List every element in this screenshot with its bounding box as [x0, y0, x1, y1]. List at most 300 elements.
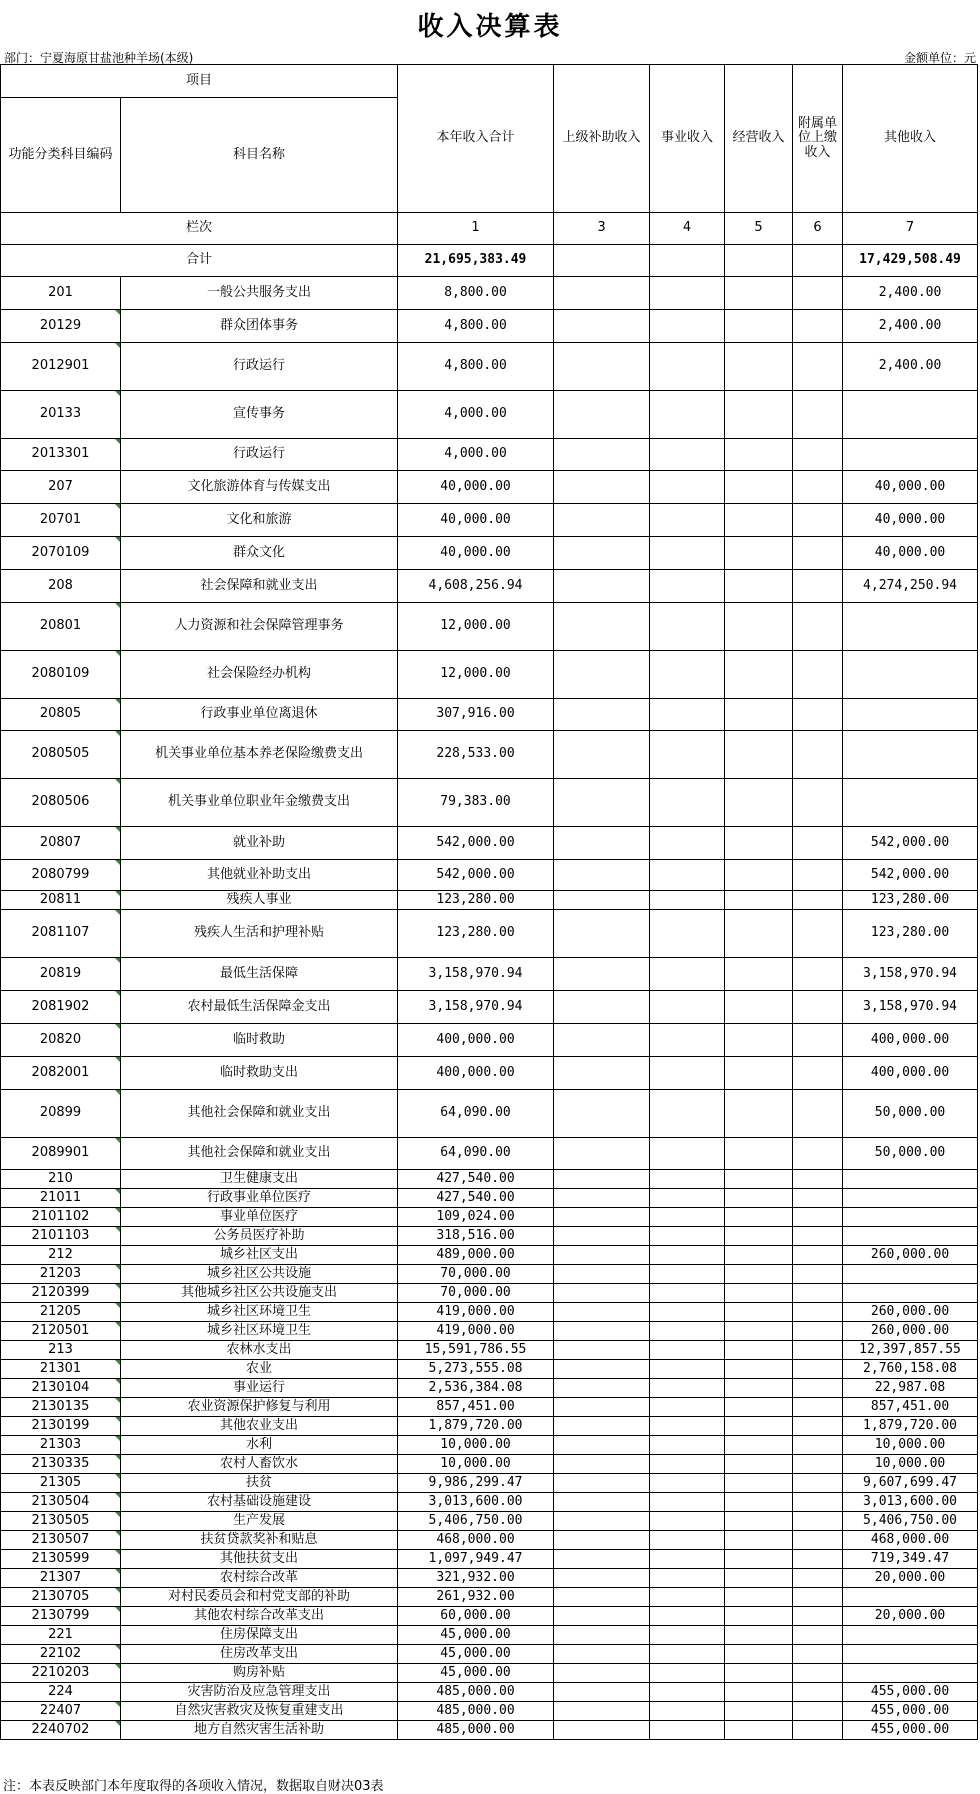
column-number-label: 栏次	[1, 213, 398, 245]
name-cell: 农村最低生活保障金支出	[121, 991, 398, 1024]
affiliated-cell	[793, 891, 843, 910]
business-cell	[650, 1588, 725, 1607]
affiliated-cell	[793, 1607, 843, 1626]
other-amount-cell: 123,280.00	[843, 910, 978, 958]
affiliated-cell	[793, 1683, 843, 1702]
name-cell: 城乡社区环境卫生	[121, 1322, 398, 1341]
other-amount-cell	[843, 699, 978, 731]
code-cell: 2101102	[1, 1208, 121, 1227]
code-cell: 21203	[1, 1265, 121, 1284]
name-cell: 生产发展	[121, 1512, 398, 1531]
code-cell: 2130335	[1, 1455, 121, 1474]
total-amount-cell: 419,000.00	[398, 1322, 554, 1341]
operation-cell	[725, 1512, 793, 1531]
subsidy-cell	[554, 1664, 650, 1683]
operation-cell	[725, 1057, 793, 1090]
subsidy-cell	[554, 1455, 650, 1474]
column-number: 1	[398, 213, 554, 245]
other-amount-cell	[843, 439, 978, 471]
name-cell: 社会保险经办机构	[121, 651, 398, 699]
operation-cell	[725, 277, 793, 310]
affiliated-cell	[793, 1208, 843, 1227]
total-amount-cell: 8,800.00	[398, 277, 554, 310]
name-cell: 残疾人生活和护理补贴	[121, 910, 398, 958]
subsidy-cell	[554, 277, 650, 310]
other-amount-cell: 3,158,970.94	[843, 958, 978, 991]
empty-cell	[725, 245, 793, 277]
total-amount-cell: 427,540.00	[398, 1170, 554, 1189]
operation-cell	[725, 1588, 793, 1607]
code-cell: 213	[1, 1341, 121, 1360]
total-amount-cell: 318,516.00	[398, 1227, 554, 1246]
affiliated-cell	[793, 1493, 843, 1512]
code-cell: 207	[1, 471, 121, 504]
total-amount-cell: 123,280.00	[398, 910, 554, 958]
total-amount-cell: 485,000.00	[398, 1702, 554, 1721]
affiliated-cell	[793, 1550, 843, 1569]
other-amount-cell: 719,349.47	[843, 1550, 978, 1569]
page-title: 收入决算表	[417, 12, 563, 42]
other-amount-cell	[843, 731, 978, 779]
operation-cell	[725, 1550, 793, 1569]
operation-cell	[725, 651, 793, 699]
affiliated-cell	[793, 1588, 843, 1607]
code-cell: 20820	[1, 1024, 121, 1057]
operation-cell	[725, 310, 793, 343]
total-amount-cell: 40,000.00	[398, 537, 554, 570]
other-amount-cell	[843, 603, 978, 651]
name-cell: 农村基础设施建设	[121, 1493, 398, 1512]
name-cell: 群众文化	[121, 537, 398, 570]
total-other-amount: 17,429,508.49	[843, 245, 978, 277]
name-cell: 机关事业单位职业年金缴费支出	[121, 779, 398, 827]
other-amount-cell: 10,000.00	[843, 1455, 978, 1474]
operation-cell	[725, 1607, 793, 1626]
total-amount-cell: 542,000.00	[398, 860, 554, 891]
subsidy-cell	[554, 1550, 650, 1569]
name-cell: 群众团体事务	[121, 310, 398, 343]
operation-cell	[725, 1702, 793, 1721]
affiliated-cell	[793, 504, 843, 537]
affiliated-cell	[793, 471, 843, 504]
business-cell	[650, 471, 725, 504]
business-cell	[650, 699, 725, 731]
subsidy-cell	[554, 1208, 650, 1227]
code-cell: 21303	[1, 1436, 121, 1455]
table-row	[1, 1436, 978, 1455]
code-cell: 2080109	[1, 651, 121, 699]
operation-cell	[725, 1493, 793, 1512]
name-cell: 其他城乡社区公共设施支出	[121, 1284, 398, 1303]
code-cell: 20129	[1, 310, 121, 343]
table-row	[1, 471, 978, 504]
other-amount-cell: 3,013,600.00	[843, 1493, 978, 1512]
code-cell: 20701	[1, 504, 121, 537]
column-number: 7	[843, 213, 978, 245]
table-row	[1, 1170, 978, 1189]
business-cell	[650, 1246, 725, 1265]
other-amount-cell: 40,000.00	[843, 504, 978, 537]
table-row	[1, 991, 978, 1024]
name-cell: 自然灾害救灾及恢复重建支出	[121, 1702, 398, 1721]
code-cell: 2240702	[1, 1721, 121, 1740]
other-amount-cell: 455,000.00	[843, 1683, 978, 1702]
total-amount-cell: 15,591,786.55	[398, 1341, 554, 1360]
subsidy-cell	[554, 343, 650, 391]
total-amount-cell: 40,000.00	[398, 471, 554, 504]
affiliated-cell	[793, 731, 843, 779]
operation-cell	[725, 537, 793, 570]
total-amount-cell: 228,533.00	[398, 731, 554, 779]
other-amount-cell	[843, 1208, 978, 1227]
operation-cell	[725, 471, 793, 504]
name-cell: 其他社会保障和就业支出	[121, 1138, 398, 1170]
total-amount-cell: 307,916.00	[398, 699, 554, 731]
business-cell	[650, 910, 725, 958]
subsidy-cell	[554, 603, 650, 651]
name-cell: 行政事业单位医疗	[121, 1189, 398, 1208]
operation-cell	[725, 1189, 793, 1208]
code-cell: 2130505	[1, 1512, 121, 1531]
column-number: 6	[793, 213, 843, 245]
business-cell	[650, 1057, 725, 1090]
total-amount-cell: 123,280.00	[398, 891, 554, 910]
name-cell: 宣传事务	[121, 391, 398, 439]
business-cell	[650, 1208, 725, 1227]
name-cell: 一般公共服务支出	[121, 277, 398, 310]
operation-cell	[725, 1683, 793, 1702]
operation-cell	[725, 1531, 793, 1550]
subsidy-cell	[554, 391, 650, 439]
business-cell	[650, 310, 725, 343]
code-cell: 2080799	[1, 860, 121, 891]
table-row	[1, 1607, 978, 1626]
code-cell: 212	[1, 1246, 121, 1265]
total-amount-cell: 45,000.00	[398, 1645, 554, 1664]
total-amount-cell: 4,000.00	[398, 439, 554, 471]
total-amount-cell: 857,451.00	[398, 1398, 554, 1417]
other-amount-cell: 260,000.00	[843, 1246, 978, 1265]
operation-cell	[725, 1170, 793, 1189]
subsidy-cell	[554, 537, 650, 570]
other-amount-cell: 400,000.00	[843, 1057, 978, 1090]
code-cell: 210	[1, 1170, 121, 1189]
subsidy-cell	[554, 827, 650, 860]
total-amount-cell: 70,000.00	[398, 1265, 554, 1284]
subsidy-cell	[554, 699, 650, 731]
code-cell: 22407	[1, 1702, 121, 1721]
operation-cell	[725, 860, 793, 891]
empty-cell	[793, 245, 843, 277]
column-number: 5	[725, 213, 793, 245]
business-cell	[650, 1645, 725, 1664]
total-amount-cell: 60,000.00	[398, 1607, 554, 1626]
subsidy-cell	[554, 1246, 650, 1265]
subsidy-cell	[554, 1090, 650, 1138]
business-cell	[650, 391, 725, 439]
code-cell: 20899	[1, 1090, 121, 1138]
business-cell	[650, 1550, 725, 1569]
affiliated-cell	[793, 439, 843, 471]
affiliated-cell	[793, 1379, 843, 1398]
business-cell	[650, 731, 725, 779]
business-cell	[650, 1138, 725, 1170]
code-cell: 20133	[1, 391, 121, 439]
business-cell	[650, 1379, 725, 1398]
operation-cell	[725, 910, 793, 958]
total-amount-cell: 64,090.00	[398, 1090, 554, 1138]
code-cell: 2120399	[1, 1284, 121, 1303]
affiliated-cell	[793, 1057, 843, 1090]
other-amount-cell: 123,280.00	[843, 891, 978, 910]
code-cell: 2080505	[1, 731, 121, 779]
business-cell	[650, 1455, 725, 1474]
subsidy-cell	[554, 731, 650, 779]
affiliated-cell	[793, 1227, 843, 1246]
operation-header: 经营收入	[725, 65, 793, 213]
other-amount-cell: 260,000.00	[843, 1322, 978, 1341]
table-row	[1, 651, 978, 699]
other-amount-cell	[843, 391, 978, 439]
name-cell: 地方自然灾害生活补助	[121, 1721, 398, 1740]
affiliated-cell	[793, 1455, 843, 1474]
subsidy-cell	[554, 471, 650, 504]
other-amount-cell: 22,987.08	[843, 1379, 978, 1398]
other-amount-cell: 10,000.00	[843, 1436, 978, 1455]
total-amount-cell: 4,800.00	[398, 310, 554, 343]
operation-cell	[725, 1246, 793, 1265]
name-cell: 城乡社区支出	[121, 1246, 398, 1265]
business-cell	[650, 1512, 725, 1531]
code-cell: 2089901	[1, 1138, 121, 1170]
code-header: 功能分类科目编码	[1, 98, 121, 213]
name-cell: 残疾人事业	[121, 891, 398, 910]
other-amount-cell	[843, 1626, 978, 1645]
code-cell: 2080506	[1, 779, 121, 827]
operation-cell	[725, 1455, 793, 1474]
other-amount-cell: 40,000.00	[843, 471, 978, 504]
total-amount-cell: 485,000.00	[398, 1683, 554, 1702]
code-cell: 21305	[1, 1474, 121, 1493]
income-table	[0, 64, 978, 1740]
column-number-row	[1, 213, 978, 245]
operation-cell	[725, 1474, 793, 1493]
affiliated-cell	[793, 1398, 843, 1417]
other-amount-cell: 40,000.00	[843, 537, 978, 570]
operation-cell	[725, 1341, 793, 1360]
business-cell	[650, 1189, 725, 1208]
subsidy-cell	[554, 1512, 650, 1531]
table-row	[1, 277, 978, 310]
name-cell: 其他农村综合改革支出	[121, 1607, 398, 1626]
business-cell	[650, 991, 725, 1024]
subsidy-cell	[554, 1379, 650, 1398]
subsidy-cell	[554, 1626, 650, 1645]
other-amount-cell: 260,000.00	[843, 1303, 978, 1322]
affiliated-cell	[793, 651, 843, 699]
operation-cell	[725, 1090, 793, 1138]
total-amount-cell: 10,000.00	[398, 1436, 554, 1455]
other-amount-cell: 468,000.00	[843, 1531, 978, 1550]
name-cell: 公务员医疗补助	[121, 1227, 398, 1246]
name-header: 科目名称	[121, 98, 398, 213]
name-cell: 社会保障和就业支出	[121, 570, 398, 603]
total-amount-cell: 70,000.00	[398, 1284, 554, 1303]
affiliated-cell	[793, 1322, 843, 1341]
business-cell	[650, 827, 725, 860]
other-amount-cell	[843, 1227, 978, 1246]
operation-cell	[725, 1208, 793, 1227]
subsidy-cell	[554, 1683, 650, 1702]
code-cell: 224	[1, 1683, 121, 1702]
business-cell	[650, 1474, 725, 1493]
name-cell: 行政运行	[121, 439, 398, 471]
name-cell: 其他社会保障和就业支出	[121, 1090, 398, 1138]
name-cell: 其他就业补助支出	[121, 860, 398, 891]
total-amount-cell: 5,273,555.08	[398, 1360, 554, 1379]
subsidy-header: 上级补助收入	[554, 65, 650, 213]
subsidy-cell	[554, 1284, 650, 1303]
other-amount-cell: 542,000.00	[843, 860, 978, 891]
name-cell: 农业资源保护修复与利用	[121, 1398, 398, 1417]
operation-cell	[725, 391, 793, 439]
name-cell: 最低生活保障	[121, 958, 398, 991]
name-cell: 城乡社区公共设施	[121, 1265, 398, 1284]
subsidy-cell	[554, 1398, 650, 1417]
subsidy-cell	[554, 1588, 650, 1607]
subsidy-cell	[554, 1721, 650, 1740]
affiliated-header: 附属单位上缴收入	[793, 65, 843, 213]
total-amount-cell: 485,000.00	[398, 1721, 554, 1740]
code-cell: 20811	[1, 891, 121, 910]
table-row	[1, 1531, 978, 1550]
business-cell	[650, 1265, 725, 1284]
other-header: 其他收入	[843, 65, 978, 213]
other-amount-cell: 12,397,857.55	[843, 1341, 978, 1360]
code-cell: 2130599	[1, 1550, 121, 1569]
operation-cell	[725, 1379, 793, 1398]
subsidy-cell	[554, 1170, 650, 1189]
other-amount-cell	[843, 1284, 978, 1303]
subsidy-cell	[554, 1569, 650, 1588]
subsidy-cell	[554, 1645, 650, 1664]
name-cell: 购房补贴	[121, 1664, 398, 1683]
total-amount-cell: 9,986,299.47	[398, 1474, 554, 1493]
business-cell	[650, 958, 725, 991]
code-cell: 2130104	[1, 1379, 121, 1398]
name-cell: 机关事业单位基本养老保险缴费支出	[121, 731, 398, 779]
other-amount-cell: 4,274,250.94	[843, 570, 978, 603]
affiliated-cell	[793, 1645, 843, 1664]
name-cell: 水利	[121, 1436, 398, 1455]
total-amount-cell: 468,000.00	[398, 1531, 554, 1550]
subsidy-cell	[554, 1436, 650, 1455]
name-cell: 农村人畜饮水	[121, 1455, 398, 1474]
name-cell: 文化旅游体育与传媒支出	[121, 471, 398, 504]
total-row	[1, 245, 978, 277]
total-amount-cell: 261,932.00	[398, 1588, 554, 1607]
total-amount-cell: 40,000.00	[398, 504, 554, 537]
total-amount-cell: 321,932.00	[398, 1569, 554, 1588]
name-cell: 人力资源和社会保障管理事务	[121, 603, 398, 651]
table-row	[1, 1455, 978, 1474]
total-amount-cell: 109,024.00	[398, 1208, 554, 1227]
other-amount-cell: 3,158,970.94	[843, 991, 978, 1024]
business-cell	[650, 439, 725, 471]
operation-cell	[725, 1284, 793, 1303]
code-cell: 2130705	[1, 1588, 121, 1607]
subsidy-cell	[554, 1322, 650, 1341]
other-amount-cell: 20,000.00	[843, 1607, 978, 1626]
total-amount-cell: 5,406,750.00	[398, 1512, 554, 1531]
name-cell: 行政事业单位离退休	[121, 699, 398, 731]
table-row	[1, 310, 978, 343]
subsidy-cell	[554, 1189, 650, 1208]
affiliated-cell	[793, 1436, 843, 1455]
total-amount-cell: 542,000.00	[398, 827, 554, 860]
affiliated-cell	[793, 391, 843, 439]
subsidy-cell	[554, 1057, 650, 1090]
column-number: 4	[650, 213, 725, 245]
code-cell: 20805	[1, 699, 121, 731]
name-cell: 临时救助支出	[121, 1057, 398, 1090]
table-row	[1, 1227, 978, 1246]
table-row	[1, 1322, 978, 1341]
operation-cell	[725, 891, 793, 910]
operation-cell	[725, 1265, 793, 1284]
table-row	[1, 1284, 978, 1303]
table-row	[1, 504, 978, 537]
other-amount-cell	[843, 651, 978, 699]
business-cell	[650, 1493, 725, 1512]
code-cell: 2101103	[1, 1227, 121, 1246]
code-cell: 2081902	[1, 991, 121, 1024]
subsidy-cell	[554, 1265, 650, 1284]
affiliated-cell	[793, 991, 843, 1024]
operation-cell	[725, 343, 793, 391]
operation-cell	[725, 1626, 793, 1645]
total-amount-cell: 419,000.00	[398, 1303, 554, 1322]
affiliated-cell	[793, 779, 843, 827]
table-row	[1, 1721, 978, 1740]
affiliated-cell	[793, 1664, 843, 1683]
other-amount-cell	[843, 1645, 978, 1664]
other-amount-cell: 20,000.00	[843, 1569, 978, 1588]
other-amount-cell: 50,000.00	[843, 1138, 978, 1170]
operation-cell	[725, 1024, 793, 1057]
code-cell: 2130199	[1, 1417, 121, 1436]
subsidy-cell	[554, 1303, 650, 1322]
table-row	[1, 1024, 978, 1057]
table-row	[1, 1417, 978, 1436]
subsidy-cell	[554, 1702, 650, 1721]
affiliated-cell	[793, 537, 843, 570]
name-cell: 就业补助	[121, 827, 398, 860]
other-amount-cell	[843, 1189, 978, 1208]
table-row	[1, 603, 978, 651]
operation-cell	[725, 1664, 793, 1683]
name-cell: 扶贫	[121, 1474, 398, 1493]
affiliated-cell	[793, 1138, 843, 1170]
operation-cell	[725, 439, 793, 471]
table-row	[1, 1550, 978, 1569]
business-cell	[650, 343, 725, 391]
operation-cell	[725, 827, 793, 860]
table-row	[1, 1303, 978, 1322]
name-cell: 城乡社区环境卫生	[121, 1303, 398, 1322]
other-amount-cell: 400,000.00	[843, 1024, 978, 1057]
other-amount-cell: 1,879,720.00	[843, 1417, 978, 1436]
